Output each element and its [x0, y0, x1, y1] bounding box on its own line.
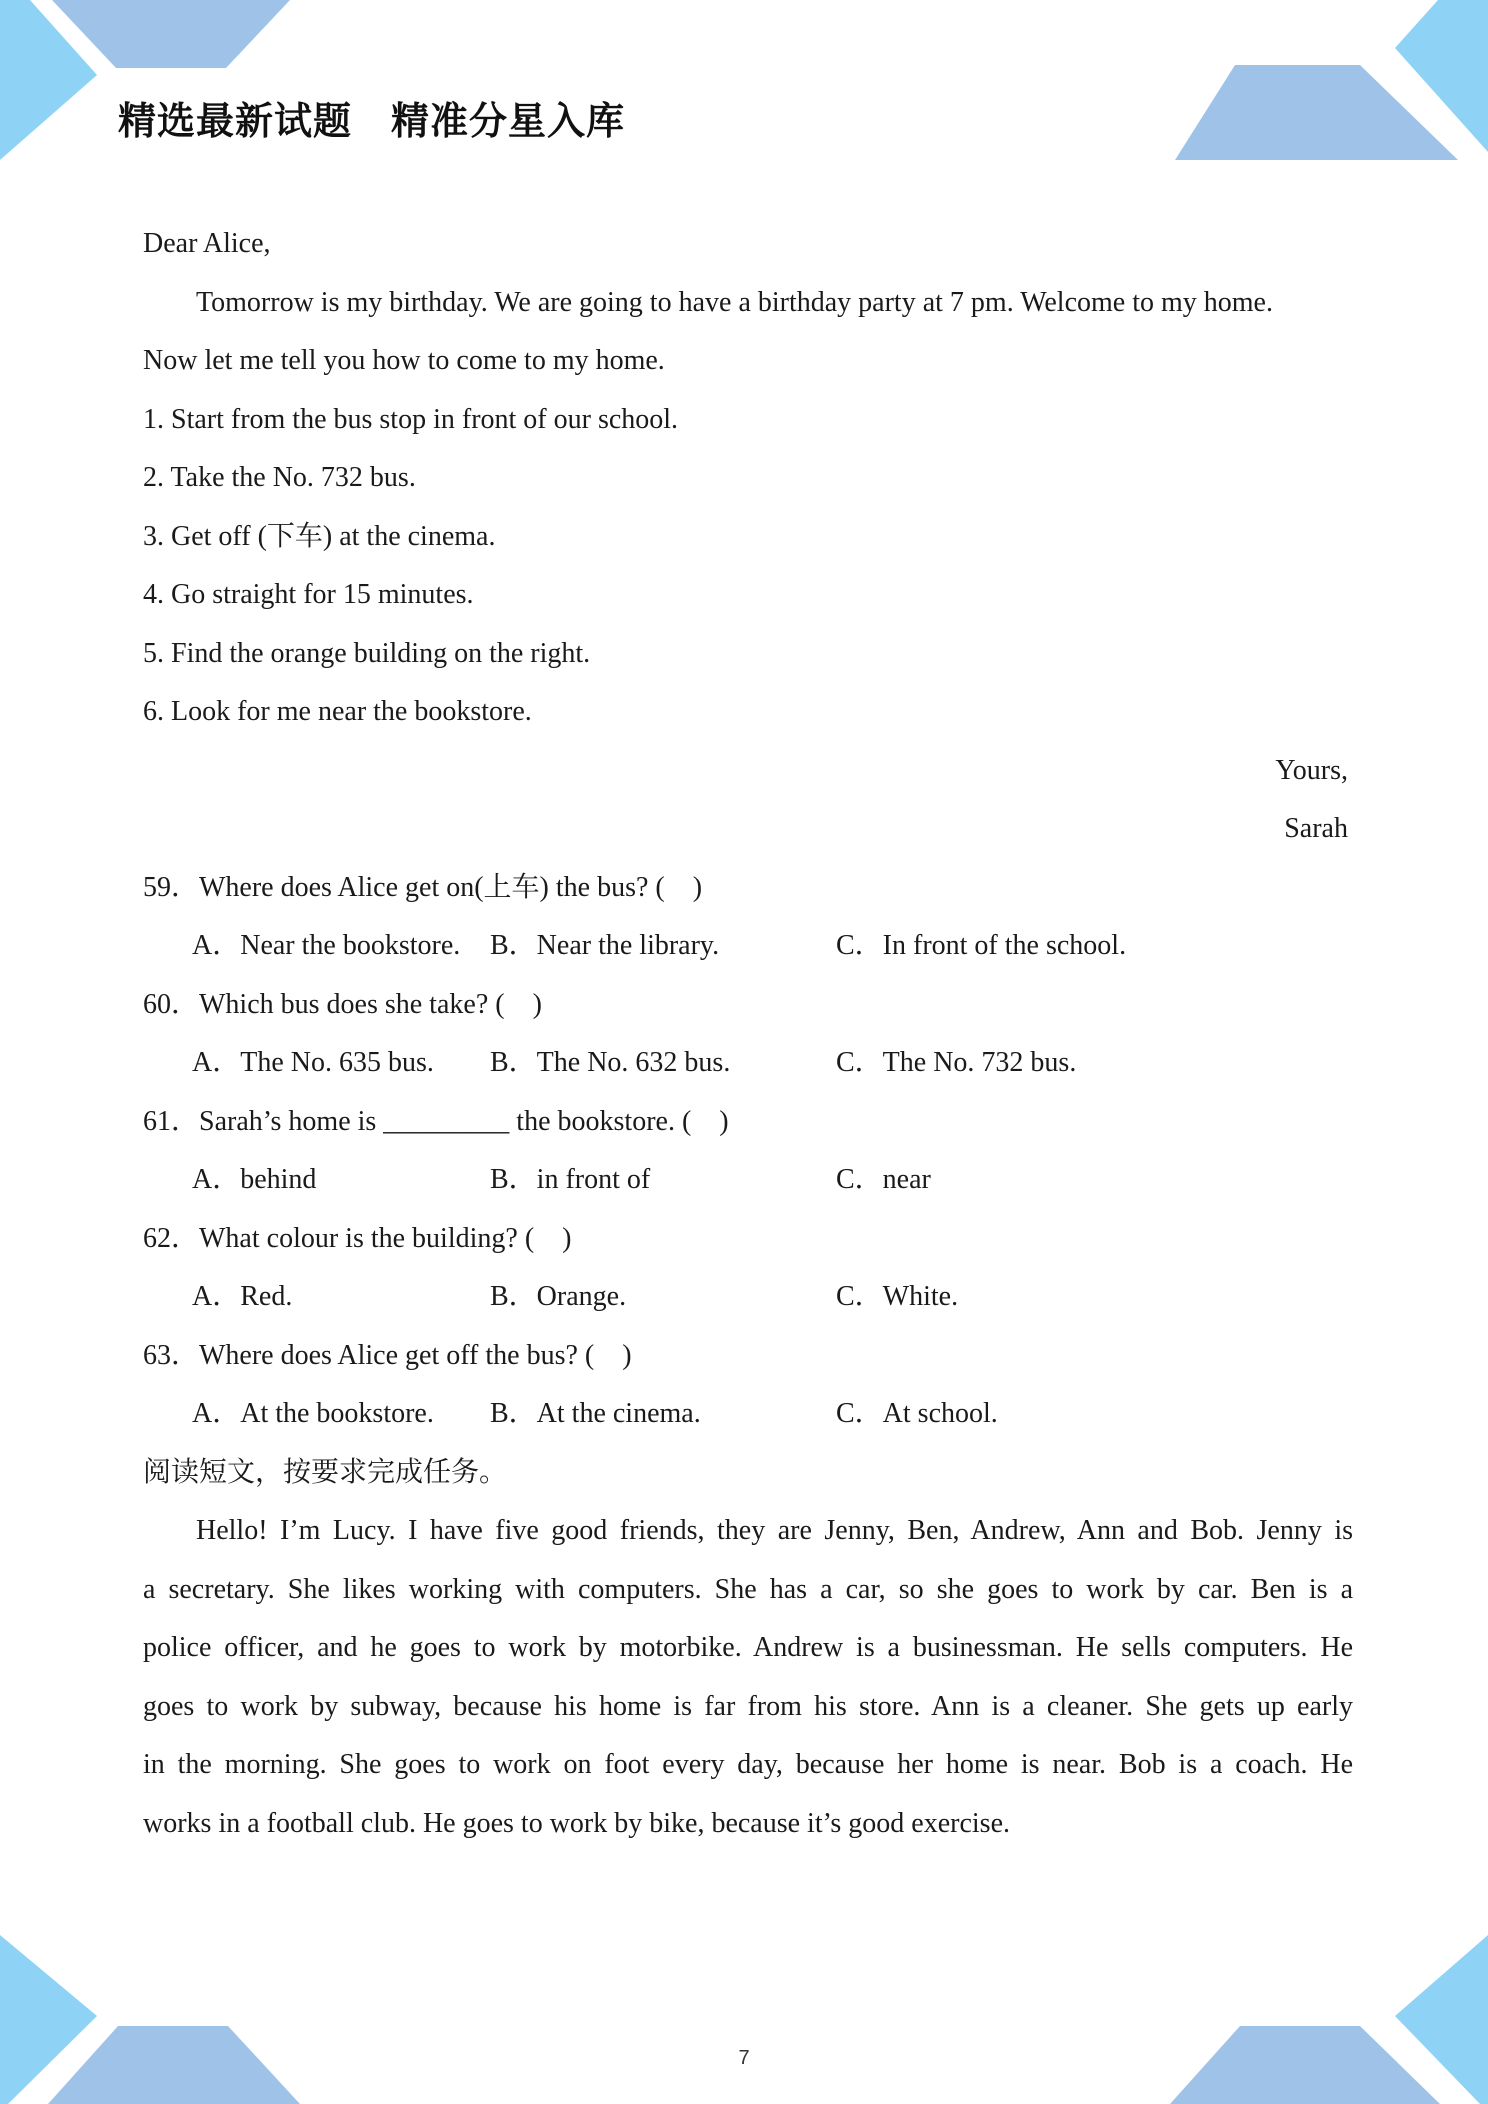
option-c: C．The No. 732 bus.	[836, 1047, 1077, 1078]
option-c: C．In front of the school.	[836, 930, 1127, 961]
letter-step: 5. Find the orange building on the right.	[143, 637, 591, 669]
letter-intro-line-2: Now let me tell you how to come to my home.	[143, 345, 665, 376]
question-options	[143, 1385, 1353, 1444]
top-left-trapezoid	[52, 0, 290, 68]
question-stem: 61．Sarah’s home is _________ the bookstore. ( )	[143, 1105, 729, 1137]
document-body	[143, 215, 1353, 1853]
passage-line: goes to work by subway, because his home is far from his store. Ann is a cleaner. She gets up early	[143, 1690, 1353, 1722]
option-c: C．near	[836, 1164, 931, 1195]
page-header-title: 精选最新试题 精准分星入库	[118, 99, 626, 143]
question-options	[143, 917, 1353, 976]
option-b: B．Near the library.	[490, 930, 720, 961]
option-a: A．The No. 635 bus.	[192, 1047, 434, 1078]
passage-line: Hello! I’m Lucy. I have five good friends, they are Jenny, Ben, Andrew, Ann and Bob. Jenny is	[196, 1515, 1353, 1546]
option-b: B．The No. 632 bus.	[490, 1047, 731, 1078]
question-stem: 62．What colour is the building? ( )	[143, 1222, 572, 1254]
section-instruction: 阅读短文，按要求完成任务。	[143, 1456, 508, 1488]
letter-signature: Sarah	[1284, 813, 1348, 844]
page-number: 7	[738, 2047, 750, 2069]
letter-step: 4. Go straight for 15 minutes.	[143, 579, 474, 610]
question-options	[143, 1151, 1353, 1210]
question-stem: 63．Where does Alice get off the bus? ( )	[143, 1339, 632, 1371]
option-c: C．White.	[836, 1281, 959, 1312]
option-b: B．Orange.	[490, 1281, 627, 1312]
top-right-trapezoid	[1175, 65, 1458, 160]
letter-step: 2. Take the No. 732 bus.	[143, 462, 416, 493]
option-a: A．behind	[192, 1164, 317, 1195]
passage-line: works in a football club. He goes to work by bike, because it’s good exercise.	[143, 1807, 1011, 1839]
letter-intro-line-1: Tomorrow is my birthday. We are going to have a birthday party at 7 pm. Welcome to my home.	[196, 286, 1273, 318]
passage-line: police officer, and he goes to work by motorbike. Andrew is a businessman. He sells computers. He	[143, 1632, 1353, 1663]
option-a: A．Near the bookstore.	[192, 930, 461, 961]
question-stem: 60．Which bus does she take? ( )	[143, 988, 542, 1020]
question-options	[143, 1034, 1353, 1093]
option-a: A．At the bookstore.	[192, 1398, 434, 1429]
letter-step: 6. Look for me near the bookstore.	[143, 696, 532, 727]
letter-step: 1. Start from the bus stop in front of our school.	[143, 403, 679, 435]
option-b: B．At the cinema.	[490, 1398, 701, 1429]
question-options	[143, 1268, 1353, 1327]
option-b: B．in front of	[490, 1164, 651, 1195]
letter-step: 3. Get off (下车) at the cinema.	[143, 520, 496, 552]
option-a: A．Red.	[192, 1281, 293, 1312]
letter-closing: Yours,	[1275, 754, 1348, 786]
passage-line: a secretary. She likes working with computers. She has a car, so she goes to work by car. Ben is a	[143, 1573, 1353, 1605]
passage-line: in the morning. She goes to work on foot every day, because her home is near. Bob is a coach. He	[143, 1749, 1353, 1780]
question-stem: 59．Where does Alice get on(上车) the bus? ( )	[143, 871, 703, 903]
option-c: C．At school.	[836, 1398, 998, 1429]
letter-greeting: Dear Alice,	[143, 228, 271, 259]
